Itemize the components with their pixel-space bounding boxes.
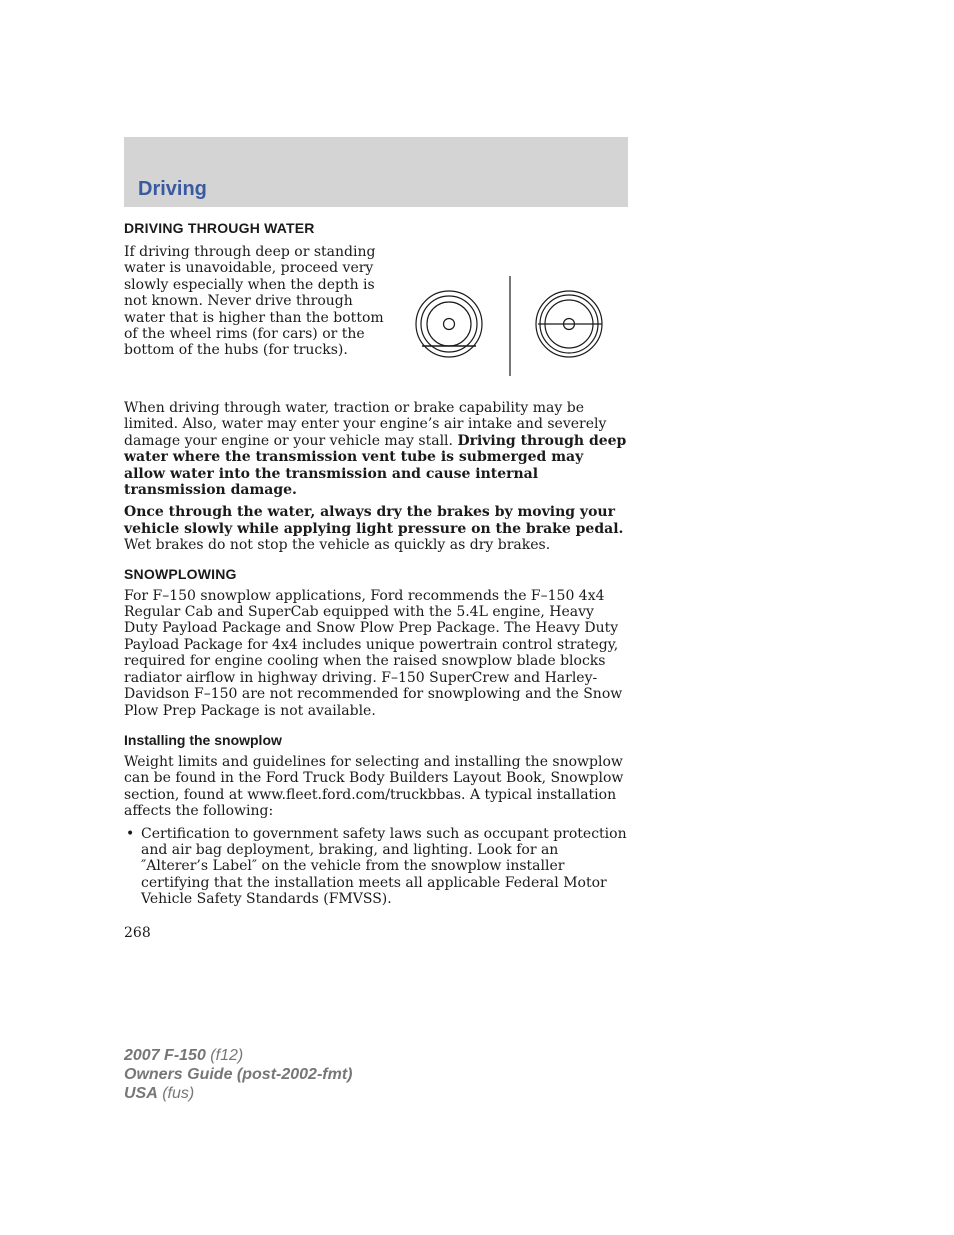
chapter-title: Driving xyxy=(138,178,207,200)
page-content xyxy=(124,220,628,908)
intro-paragraph: If driving through deep or standing water is unavoidable, proceed very slowly especially when the depth is not known. Never drive through water that is higher than the bottom of the wheel rims (for cars) or the bottom of the hubs (for trucks). xyxy=(124,244,384,359)
footer-line-model: 2007 F-150 (f12) xyxy=(124,1047,244,1064)
wheel-water-level-illustration xyxy=(414,266,614,376)
document-footer xyxy=(124,1046,352,1103)
section-header-band xyxy=(124,137,628,207)
dry-brakes-paragraph: Once through the water, always dry the brakes by moving your vehicle slowly while applying light pressure on the brake pedal. Wet brakes do not stop the vehicle as quickly as dry brakes. xyxy=(124,504,624,554)
installing-paragraph: Weight limits and guidelines for selecting and installing the snowplow can be found in the Ford Truck Body Builders Layout Book, Snowplow section, found at www.fleet.ford.com/truckbbas. A typical installation affects the following: xyxy=(124,753,624,820)
snowplowing-paragraph: For F–150 snowplow applications, Ford recommends the F–150 4x4 Regular Cab and SuperCab equipped with the 5.4L engine, Heavy Duty Payload Package and Snow Plow Prep Package. The Heavy Duty Payload Package for 4x4 includes unique powertrain control strategy, required for engine cooling when the raised snowplow blade blocks radiator airflow in highway driving. F–150 SuperCrew and Harley-Davidson F–150 are not recommended for snowplowing and the Snow Plow Prep Package is not available. xyxy=(124,587,623,719)
intro-row xyxy=(124,244,628,392)
subsection-heading-installing-snowplow: Installing the snowplow xyxy=(124,731,282,748)
page-number: 268 xyxy=(124,925,151,941)
traction-paragraph: When driving through water, traction or brake capability may be limited. Also, water may enter your engine’s air intake and severely damage your engine or your vehicle may stall. Driving through deep water where the transmission vent tube is submerged may allow water into the transmission and cause internal transmission damage. xyxy=(124,400,627,499)
footer-line-market: USA (fus) xyxy=(124,1085,195,1102)
section-heading-snowplowing: SNOWPLOWING xyxy=(124,565,237,582)
list-item: • Certification to government safety laws such as occupant protection and air bag deployment, braking, and lighting. Look for an ″Alterer’s Label″ on the vehicle from the snowplow installer certifying that the installation meets all applicable Federal Motor Vehicle Safety Standards (FMVSS). xyxy=(126,825,627,908)
bullet-icon: • xyxy=(126,825,135,842)
footer-line-guide: Owners Guide (post-2002-fmt) xyxy=(124,1066,353,1083)
car-wheel-icon xyxy=(416,291,482,357)
truck-wheel-icon xyxy=(536,291,602,357)
bullet-list xyxy=(124,826,628,908)
section-heading-driving-through-water: DRIVING THROUGH WATER xyxy=(124,220,315,236)
